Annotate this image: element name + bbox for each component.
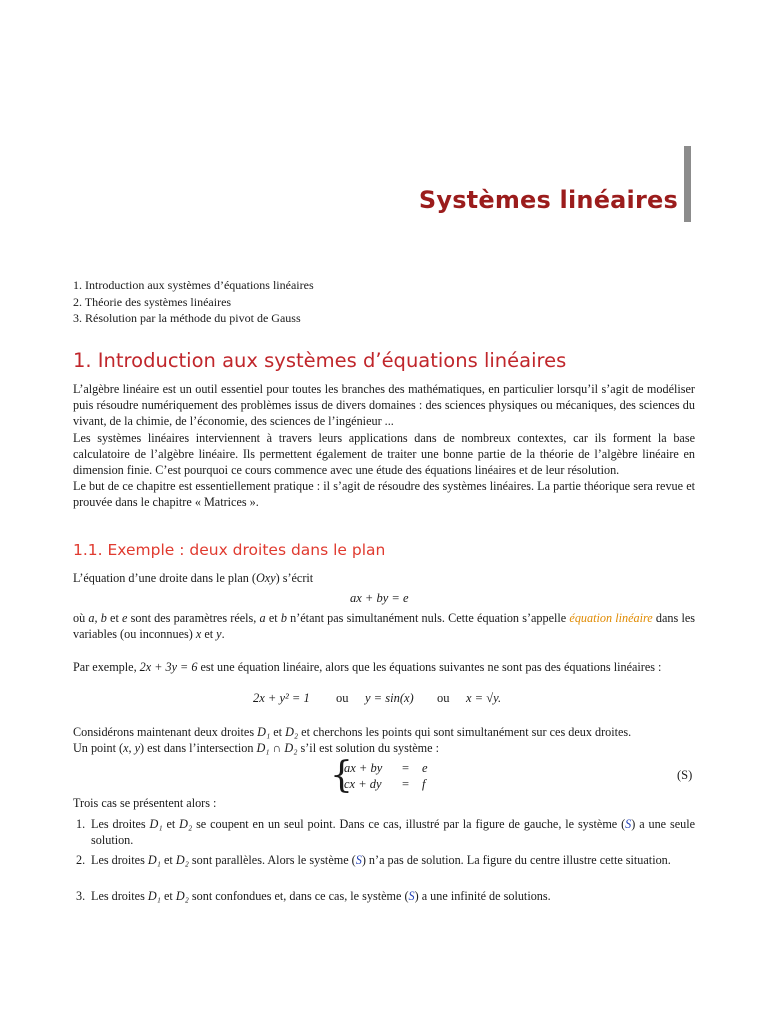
- chapter-side-bar: [684, 146, 691, 222]
- toc-item-1[interactable]: 1. Introduction aux systèmes d’équations linéaires: [73, 278, 314, 292]
- system-label: (S): [677, 768, 693, 782]
- linear-equation-definition: où a, b et e sont des paramètres réels, a et b n’étant pas simultanément nuls. Cette équation s’appelle équation linéaire dans les variables (ou inconnues) x et y.: [73, 611, 695, 642]
- intro-paragraphs: [73, 381, 695, 511]
- intro-paragraph-1: L’algèbre linéaire est un outil essentiel pour toutes les branches des mathématiques, en particulier lorsqu’il s’agit de modéliser puis résoudre numériquement des problèmes issus de divers domaines : des sciences physiques ou mécaniques, des sciences du vivant, de la chimie, de l’économie, des sciences de l’ingénieur ...: [73, 382, 695, 429]
- toc-item-3[interactable]: 3. Résolution par la méthode du pivot de Gauss: [73, 311, 301, 325]
- nonlinear-sep-1: ou: [336, 691, 349, 705]
- table-of-contents: [73, 277, 314, 327]
- intersection-paragraph: Considérons maintenant deux droites D₁ et D₂ et cherchons les points qui sont simultanément sur ces deux droites. Un point (x, y) est dans l’intersection D₁ ∩ D₂ s’il est solution du système :: [73, 725, 632, 756]
- intro-paragraph-3: Le but de ce chapitre est essentiellement pratique : il s’agit de résoudre des systèmes linéaires. La partie théorique sera revue et prouvée dans le chapitre « Matrices ».: [73, 479, 695, 510]
- term-equation-lineaire[interactable]: équation linéaire: [569, 611, 653, 625]
- intro-paragraph-2: Les systèmes linéaires interviennent à travers leurs applications dans de nombreux contextes, car ils forment la base calculatoire de l’algèbre linéaire. Ils permettent également de traiter une bonne partie de la théorie de l’algèbre linéaire en dimension finie. C’est pourquoi ce cours commence avec une étude des équations linéaires et de leur résolution.: [73, 430, 695, 478]
- chapter-title: Systèmes linéaires: [418, 186, 678, 214]
- nonlinear-eq-3: x = √y.: [466, 691, 502, 705]
- system-reference-link[interactable]: S: [625, 817, 632, 831]
- system-reference-link[interactable]: S: [408, 889, 415, 903]
- subsection-1-1-heading: 1.1. Exemple : deux droites dans le plan: [73, 541, 386, 559]
- nonlinear-eq-2: y = sin(x): [365, 691, 414, 705]
- nonlinear-eq-1: 2x + y² = 1: [253, 691, 310, 705]
- cases-intro: Trois cas se présentent alors :: [73, 796, 217, 810]
- system-reference-link[interactable]: S: [355, 853, 362, 867]
- document-page: Systèmes linéaires 1. Introduction aux systèmes d’équations linéaires 2. Théorie des systèmes linéaires 3. Résolution par la méthode du pivot de Gauss 1. Introduction aux systèmes d’équations linéaires L’algèbre linéaire est un outil essentiel pour toutes les branches des mathématiques, en particulier lorsqu’il s’agit de modéliser puis résoudre numériquement des problèmes issus de divers domaines : des sciences physiques ou mécaniques, des sciences du vivant, de la chimie, de l’économie, des sciences de l’ingénieur ... Les systèmes linéaires interviennent à travers leurs applications dans de nombreux contextes, car ils forment la base calculatoire de l’algèbre linéaire. Ils permettent également de traiter une bonne partie de la théorie de l’algèbre linéaire en dimension finie. C’est pourquoi ce cours commence avec une étude des équations linéaires et de leur résolution. Le but de ce chapitre est essentiellement pratique : il s’agit de résoudre des systèmes linéaires. La partie théorique sera revue et prouvée dans le chapitre « Matrices ». 1.1. Exemple : deux droites dans le plan L’équation d’une droite dans le plan (Oxy) s’écrit ax + by = e où a, b et e sont des paramètres réels, a et b n’étant pas simultanément nuls. Cette équation s’appelle équation linéaire dans les variables (ou inconnues) x et y. Par exemple, 2x + 3y = 6 est une équation linéaire, alors que les équations suivantes ne sont pas des équations linéaires : 2x + y² = 1 ou y = sin(x) ou x = √y. Considérons maintenant deux droites D₁ et D₂ et cherchons les points qui sont simultanément sur ces deux droites. Un point (x, y) est dans l’intersection D₁ ∩ D₂ s’il est solution du système : { ax + by = e cx + dy = f (S) Trois cas se présentent alors : 1. Les droites D₁ et D₂ se coupent en un seul point. Dans ce cas, illustré par la figure de gauche, le système (S) a une seule solution. 2. Les droites D₁ et D₂ sont parallèles. Alors le système (S) n’a pas de solution. La figure du centre illustre cette situation. 3. Les droites D₁ et D₂ sont confondues et, dans ce cas, le système (S) a une infinité de solutions.: [0, 0, 768, 1024]
- system-row-1: ax + by = e: [344, 761, 428, 775]
- toc-item-2[interactable]: 2. Théorie des systèmes linéaires: [73, 294, 232, 309]
- linear-system: [330, 755, 440, 796]
- line-equation: ax + by = e: [350, 591, 409, 605]
- nonlinear-sep-2: ou: [437, 691, 450, 705]
- system-row-2: cx + dy = f: [344, 777, 426, 791]
- system-brace: {: [330, 755, 353, 796]
- example-paragraph: Par exemple, 2x + 3y = 6 est une équation linéaire, alors que les équations suivantes ne sont pas des équations linéaires :: [73, 660, 662, 674]
- section-1-heading: 1. Introduction aux systèmes d’équations linéaires: [73, 349, 567, 372]
- line-equation-intro: L’équation d’une droite dans le plan (Oxy) s’écrit: [73, 571, 314, 585]
